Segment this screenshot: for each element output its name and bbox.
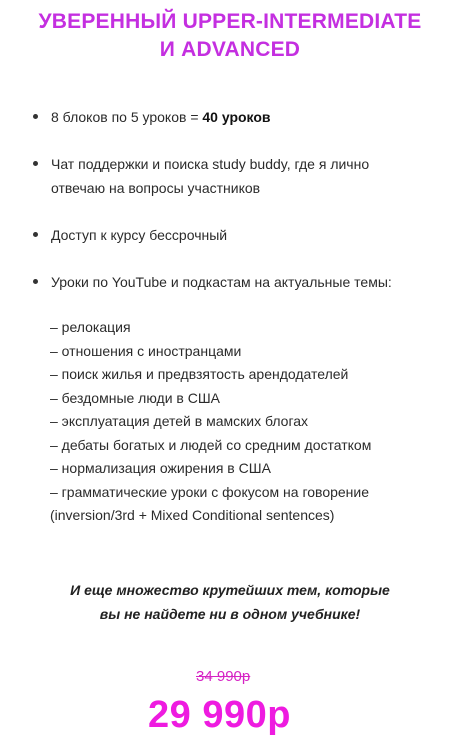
- feature-support-line-1: Чат поддержки и поиска study buddy, где я лично: [51, 156, 370, 172]
- topic-list: [50, 316, 450, 528]
- topic-item: – дебаты богатых и людей со средним достатком: [50, 436, 372, 453]
- topic-item: – бездомные люди в США: [50, 389, 221, 406]
- feature-topics-text: Уроки по YouTube и подкастам на актуальные темы:: [51, 274, 392, 290]
- feature-item-lifetime-access: [30, 223, 440, 247]
- topic-item: – грамматические уроки с фокусом на говорение: [50, 483, 370, 500]
- current-price: 29 990р: [148, 694, 291, 736]
- page-title: [0, 8, 460, 64]
- topic-item: – эксплуатация детей в мамских блогах: [50, 413, 309, 429]
- title-line-2: И ADVANCED: [159, 38, 301, 61]
- feature-list: [30, 100, 440, 294]
- tagline-line-1: И еще множество крутейших тем, которые: [70, 582, 390, 598]
- feature-item-lesson-topics: [30, 270, 440, 294]
- topic-item: – релокация: [50, 319, 131, 335]
- feature-item-lessons: [30, 105, 440, 129]
- feature-support-line-2: отвечаю на вопросы участников: [51, 180, 261, 196]
- topic-item: – отношения с иностранцами: [50, 342, 242, 359]
- old-price: 34 990р: [196, 668, 251, 685]
- feature-lessons-text: 8 блоков по 5 уроков =: [51, 109, 203, 125]
- tagline: [0, 578, 460, 626]
- feature-item-support-chat: [30, 152, 440, 200]
- topic-item: (inversion/3rd + Mixed Conditional sentences): [50, 507, 335, 523]
- bullet-icon: [33, 161, 38, 166]
- feature-lessons-count: 40 уроков: [202, 109, 271, 125]
- feature-access-text: Доступ к курсу бессрочный: [51, 227, 228, 243]
- bullet-icon: [33, 114, 38, 119]
- title-line-1: УВЕРЕННЫЙ UPPER-INTERMEDIATE: [38, 10, 422, 33]
- bullet-icon: [33, 232, 38, 237]
- topic-item: – поиск жилья и предвзятость арендодателей: [50, 366, 349, 382]
- topic-item: – нормализация ожирения в США: [50, 460, 271, 476]
- tagline-line-2: вы не найдете ни в одном учебнике!: [99, 606, 361, 622]
- bullet-icon: [33, 279, 38, 284]
